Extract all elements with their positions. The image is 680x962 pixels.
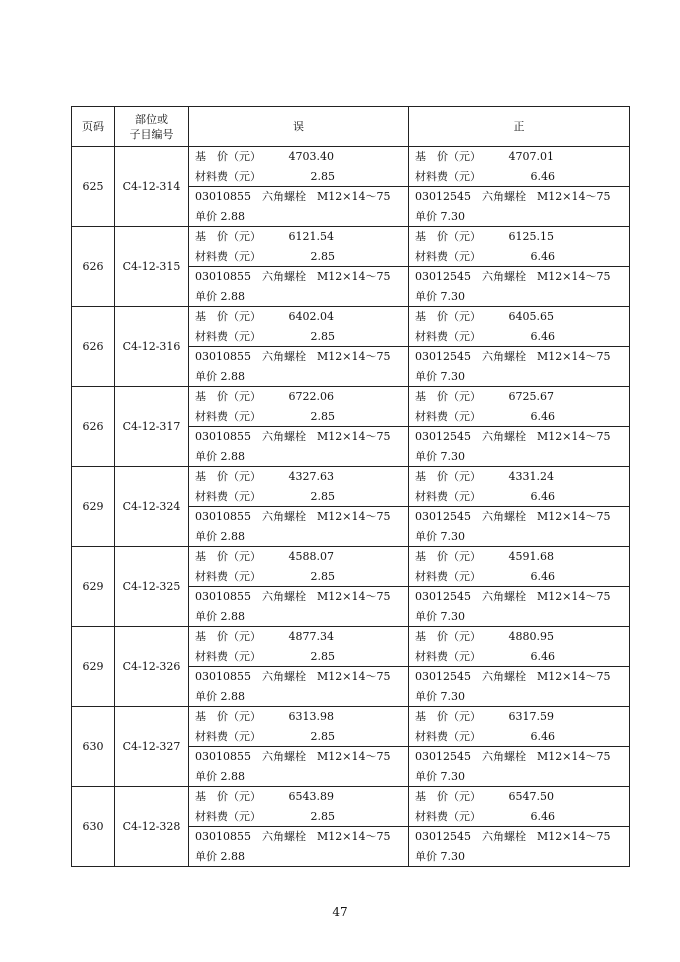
wrong-line: 单价 2.88 — [195, 689, 245, 703]
table-row — [72, 787, 630, 827]
wrong-line: 材料费（元） 2.85 — [195, 809, 335, 823]
wrong-cell — [189, 147, 409, 187]
right-line: 单价 7.30 — [415, 609, 465, 623]
wrong-cell — [189, 387, 409, 427]
right-cell — [409, 547, 630, 587]
right-line: 单价 7.30 — [415, 449, 465, 463]
table-row — [72, 707, 630, 747]
wrong-line: 03010855 六角螺栓 M12×14～75 — [195, 190, 391, 203]
wrong-cell — [189, 707, 409, 747]
wrong-line: 单价 2.88 — [195, 609, 245, 623]
page-ref: 630 — [72, 787, 115, 867]
right-line: 单价 7.30 — [415, 689, 465, 703]
page-ref: 629 — [72, 627, 115, 707]
item-code: C4-12-315 — [115, 227, 189, 307]
right-line: 03012545 六角螺栓 M12×14～75 — [415, 430, 611, 443]
page-ref: 630 — [72, 707, 115, 787]
wrong-line: 03010855 六角螺栓 M12×14～75 — [195, 430, 391, 443]
item-code: C4-12-314 — [115, 147, 189, 227]
page-ref: 629 — [72, 467, 115, 547]
item-code: C4-12-325 — [115, 547, 189, 627]
wrong-cell — [189, 627, 409, 667]
right-line: 基 价（元） 4591.68 — [415, 550, 554, 563]
right-line: 03012545 六角螺栓 M12×14～75 — [415, 590, 611, 603]
right-cell — [409, 467, 630, 507]
item-code: C4-12-317 — [115, 387, 189, 467]
right-line: 单价 7.30 — [415, 289, 465, 303]
wrong-cell — [189, 667, 409, 707]
wrong-line: 材料费（元） 2.85 — [195, 169, 335, 183]
right-line: 基 价（元） 6405.65 — [415, 310, 554, 323]
right-line: 材料费（元） 6.46 — [415, 249, 555, 263]
wrong-line: 基 价（元） 4327.63 — [195, 470, 334, 483]
right-cell — [409, 627, 630, 667]
wrong-line: 单价 2.88 — [195, 289, 245, 303]
right-cell — [409, 307, 630, 347]
header-page: 页码 — [72, 107, 115, 147]
right-cell — [409, 787, 630, 827]
item-code: C4-12-326 — [115, 627, 189, 707]
wrong-line: 单价 2.88 — [195, 769, 245, 783]
right-cell — [409, 827, 630, 867]
wrong-cell — [189, 347, 409, 387]
right-line: 03012545 六角螺栓 M12×14～75 — [415, 670, 611, 683]
wrong-cell — [189, 827, 409, 867]
table-row — [72, 467, 630, 507]
page-ref: 629 — [72, 547, 115, 627]
wrong-line: 03010855 六角螺栓 M12×14～75 — [195, 590, 391, 603]
wrong-line: 基 价（元） 6313.98 — [195, 710, 334, 723]
header-part — [115, 107, 189, 147]
table-row — [72, 547, 630, 587]
wrong-cell — [189, 587, 409, 627]
right-cell — [409, 667, 630, 707]
wrong-line: 材料费（元） 2.85 — [195, 329, 335, 343]
right-line: 03012545 六角螺栓 M12×14～75 — [415, 350, 611, 363]
right-line: 单价 7.30 — [415, 769, 465, 783]
item-code: C4-12-327 — [115, 707, 189, 787]
header-wrong: 误 — [189, 107, 409, 147]
wrong-line: 03010855 六角螺栓 M12×14～75 — [195, 750, 391, 763]
right-line: 材料费（元） 6.46 — [415, 729, 555, 743]
wrong-cell — [189, 427, 409, 467]
right-line: 材料费（元） 6.46 — [415, 569, 555, 583]
wrong-line: 基 价（元） 6722.06 — [195, 390, 334, 403]
table-row — [72, 387, 630, 427]
right-line: 03012545 六角螺栓 M12×14～75 — [415, 190, 611, 203]
item-code: C4-12-328 — [115, 787, 189, 867]
wrong-line: 03010855 六角螺栓 M12×14～75 — [195, 830, 391, 843]
page-number: 47 — [332, 905, 348, 919]
right-line: 材料费（元） 6.46 — [415, 169, 555, 183]
wrong-line: 单价 2.88 — [195, 209, 245, 223]
right-cell — [409, 347, 630, 387]
right-cell — [409, 707, 630, 747]
page-ref: 626 — [72, 227, 115, 307]
wrong-cell — [189, 187, 409, 227]
item-code: C4-12-316 — [115, 307, 189, 387]
right-cell — [409, 387, 630, 427]
right-line: 03012545 六角螺栓 M12×14～75 — [415, 830, 611, 843]
wrong-line: 材料费（元） 2.85 — [195, 409, 335, 423]
right-line: 03012545 六角螺栓 M12×14～75 — [415, 510, 611, 523]
right-cell — [409, 227, 630, 267]
wrong-line: 03010855 六角螺栓 M12×14～75 — [195, 350, 391, 363]
right-line: 材料费（元） 6.46 — [415, 409, 555, 423]
wrong-line: 材料费（元） 2.85 — [195, 729, 335, 743]
right-line: 单价 7.30 — [415, 849, 465, 863]
page-ref: 625 — [72, 147, 115, 227]
wrong-line: 03010855 六角螺栓 M12×14～75 — [195, 510, 391, 523]
right-line: 基 价（元） 6547.50 — [415, 790, 554, 803]
wrong-cell — [189, 227, 409, 267]
wrong-line: 材料费（元） 2.85 — [195, 489, 335, 503]
wrong-line: 03010855 六角螺栓 M12×14～75 — [195, 670, 391, 683]
right-line: 材料费（元） 6.46 — [415, 649, 555, 663]
right-line: 单价 7.30 — [415, 529, 465, 543]
wrong-line: 基 价（元） 4877.34 — [195, 630, 334, 643]
wrong-line: 单价 2.88 — [195, 849, 245, 863]
page-ref: 626 — [72, 307, 115, 387]
header-row — [72, 107, 630, 147]
right-line: 基 价（元） 6725.67 — [415, 390, 554, 403]
wrong-line: 基 价（元） 6543.89 — [195, 790, 334, 803]
right-line: 基 价（元） 4707.01 — [415, 150, 554, 163]
right-line: 基 价（元） 4880.95 — [415, 630, 554, 643]
wrong-cell — [189, 747, 409, 787]
right-line: 材料费（元） 6.46 — [415, 489, 555, 503]
right-cell — [409, 147, 630, 187]
errata-table — [71, 106, 630, 867]
wrong-cell — [189, 307, 409, 347]
right-line: 单价 7.30 — [415, 369, 465, 383]
right-cell — [409, 507, 630, 547]
wrong-cell — [189, 507, 409, 547]
header-right: 正 — [409, 107, 630, 147]
item-code: C4-12-324 — [115, 467, 189, 547]
right-line: 单价 7.30 — [415, 209, 465, 223]
wrong-line: 单价 2.88 — [195, 529, 245, 543]
wrong-line: 单价 2.88 — [195, 369, 245, 383]
wrong-line: 单价 2.88 — [195, 449, 245, 463]
right-line: 03012545 六角螺栓 M12×14～75 — [415, 270, 611, 283]
wrong-line: 03010855 六角螺栓 M12×14～75 — [195, 270, 391, 283]
right-cell — [409, 587, 630, 627]
wrong-line: 基 价（元） 4703.40 — [195, 150, 334, 163]
wrong-line: 基 价（元） 4588.07 — [195, 550, 334, 563]
right-cell — [409, 427, 630, 467]
right-line: 基 价（元） 6317.59 — [415, 710, 554, 723]
wrong-line: 基 价（元） 6402.04 — [195, 310, 334, 323]
wrong-cell — [189, 267, 409, 307]
right-line: 材料费（元） 6.46 — [415, 329, 555, 343]
header-part-line2: 子目编号 — [129, 127, 174, 141]
wrong-line: 材料费（元） 2.85 — [195, 569, 335, 583]
wrong-line: 材料费（元） 2.85 — [195, 649, 335, 663]
table-row — [72, 627, 630, 667]
wrong-line: 基 价（元） 6121.54 — [195, 230, 334, 243]
page-ref: 626 — [72, 387, 115, 467]
right-line: 基 价（元） 4331.24 — [415, 470, 554, 483]
table-row — [72, 307, 630, 347]
table-row — [72, 147, 630, 187]
right-line: 03012545 六角螺栓 M12×14～75 — [415, 750, 611, 763]
right-line: 基 价（元） 6125.15 — [415, 230, 554, 243]
right-cell — [409, 187, 630, 227]
table-row — [72, 227, 630, 267]
right-cell — [409, 747, 630, 787]
wrong-cell — [189, 467, 409, 507]
wrong-line: 材料费（元） 2.85 — [195, 249, 335, 263]
header-part-line1: 部位或 — [135, 112, 168, 126]
right-cell — [409, 267, 630, 307]
wrong-cell — [189, 547, 409, 587]
wrong-cell — [189, 787, 409, 827]
right-line: 材料费（元） 6.46 — [415, 809, 555, 823]
